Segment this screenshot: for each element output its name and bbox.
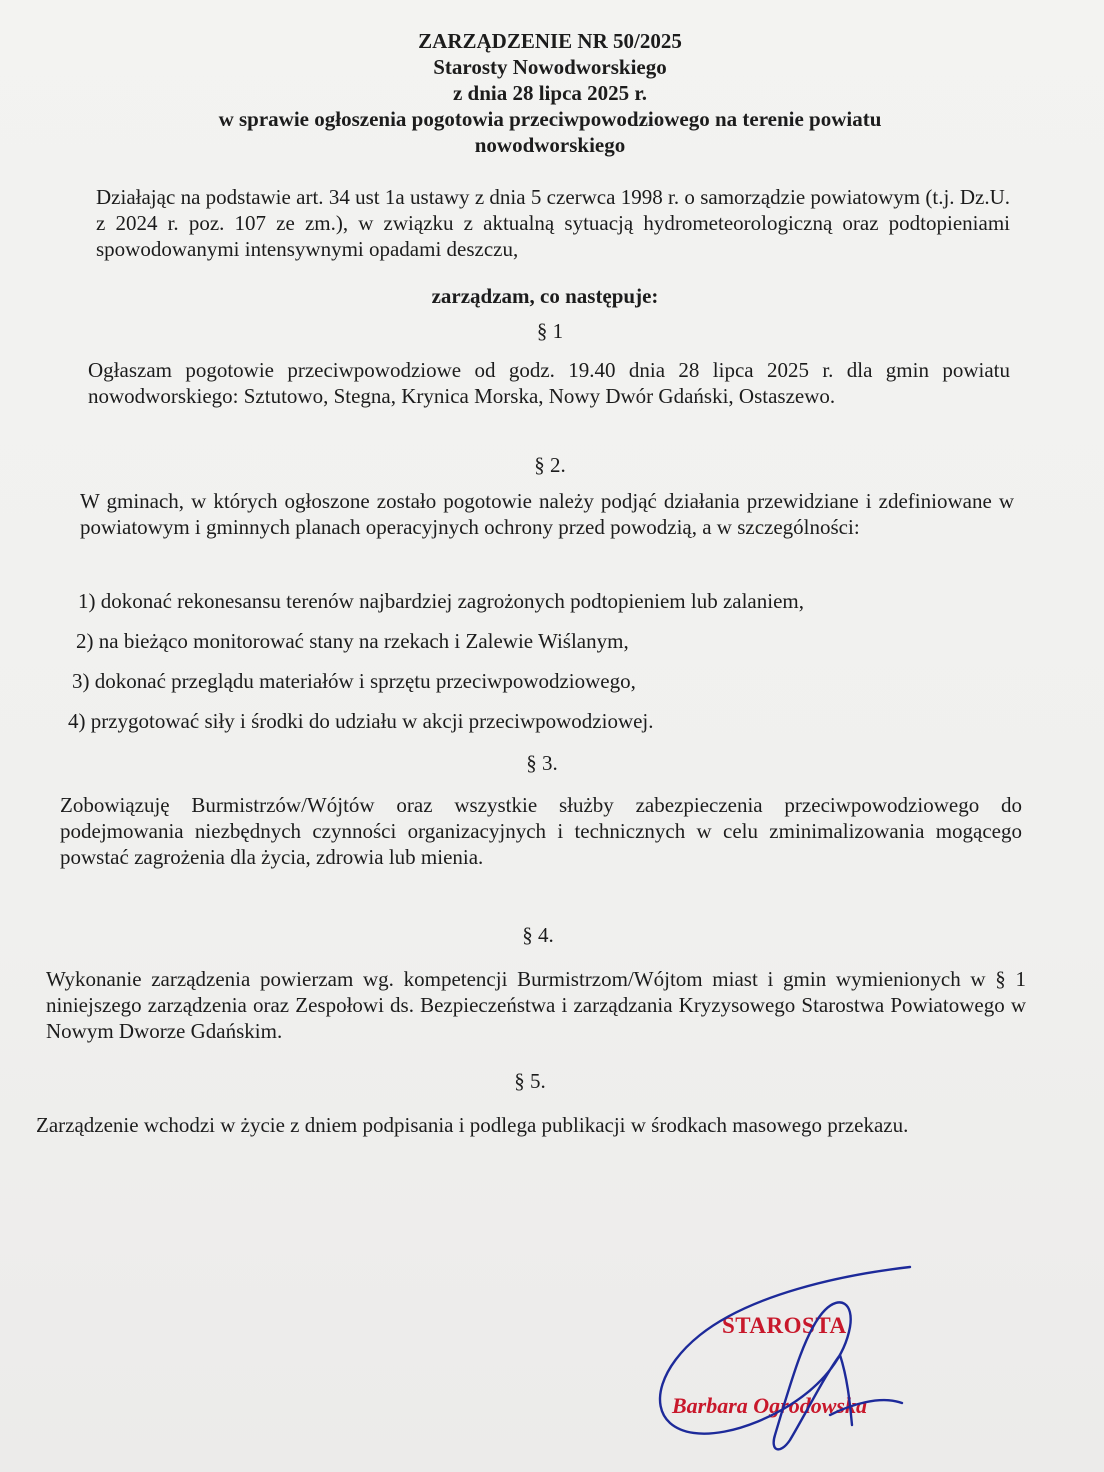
decree-subject: w sprawie ogłoszenia pogotowia przeciwpowodziowego na terenie powiatu: [218, 107, 882, 131]
section-2-item: 1) dokonać rekonesansu terenów najbardziej zagrożonych podtopieniem lub zalaniem,: [78, 589, 804, 613]
preamble: Działając na podstawie art. 34 ust 1a ustawy z dnia 5 czerwca 1998 r. o samorządzie powiatowym (t.j. Dz.U. z 2024 r. poz. 107 ze zm.), w związku z aktualną sytuacją hydrometeorologiczną oraz podtopieniami spowodowanymi intensywnymi opadami deszczu,: [96, 185, 1010, 261]
decree-subject-cont: nowodworskiego: [474, 133, 626, 157]
stamp-name: Barbara Ogrodowska: [672, 1393, 867, 1418]
decree-date: z dnia 28 lipca 2025 r.: [452, 81, 648, 105]
stamp-title: STAROSTA: [722, 1313, 847, 1338]
section-4-text: Wykonanie zarządzenia powierzam wg. kompetencji Burmistrzom/Wójtom miast i gmin wymienionych w § 1 niniejszego zarządzenia oraz Zespołowi ds. Bezpieczeństwa i zarządzania Kryzysowego Starostwa Powiatowego w Nowym Dworze Gdańskim.: [46, 967, 1026, 1043]
issuer: Starosty Nowodworskiego: [433, 55, 667, 79]
decree-phrase: zarządzam, co następuje:: [431, 284, 659, 308]
section-2-item: 3) dokonać przeglądu materiałów i sprzętu przeciwpowodziowego,: [72, 669, 636, 693]
section-5-text: Zarządzenie wchodzi w życie z dniem podpisania i podlega publikacji w środkach masowego przekazu.: [36, 1113, 909, 1137]
section-1-heading: § 1: [536, 319, 564, 343]
document-header: [150, 28, 950, 158]
section-5-heading: § 5.: [514, 1069, 546, 1093]
signature-icon: [640, 1255, 940, 1465]
section-3-text: Zobowiązuję Burmistrzów/Wójtów oraz wszystkie służby zabezpieczenia przeciwpowodziowego do podejmowania niezbędnych czynności organizacyjnych i technicznych w celu zminimalizowania mogącego powstać zagrożenia dla życia, zdrowia lub mienia.: [60, 793, 1022, 869]
section-3-heading: § 3.: [526, 751, 558, 775]
section-2-heading: § 2.: [534, 453, 566, 477]
decree-number: ZARZĄDZENIE NR 50/2025: [418, 29, 682, 53]
section-4-heading: § 4.: [522, 923, 554, 947]
section-2-item: 4) przygotować siły i środki do udziału w akcji przeciwpowodziowej.: [68, 709, 654, 733]
section-1-text: Ogłaszam pogotowie przeciwpowodziowe od godz. 19.40 dnia 28 lipca 2025 r. dla gmin powiatu nowodworskiego: Sztutowo, Stegna, Krynica Morska, Nowy Dwór Gdański, Ostaszewo.: [88, 358, 1010, 408]
section-2-item: 2) na bieżąco monitorować stany na rzekach i Zalewie Wiślanym,: [76, 629, 629, 653]
section-2-text: W gminach, w których ogłoszone zostało pogotowie należy podjąć działania przewidziane i zdefiniowane w powiatowym i gminnych planach operacyjnych ochrony przed powodzią, a w szczególności:: [80, 489, 1014, 539]
